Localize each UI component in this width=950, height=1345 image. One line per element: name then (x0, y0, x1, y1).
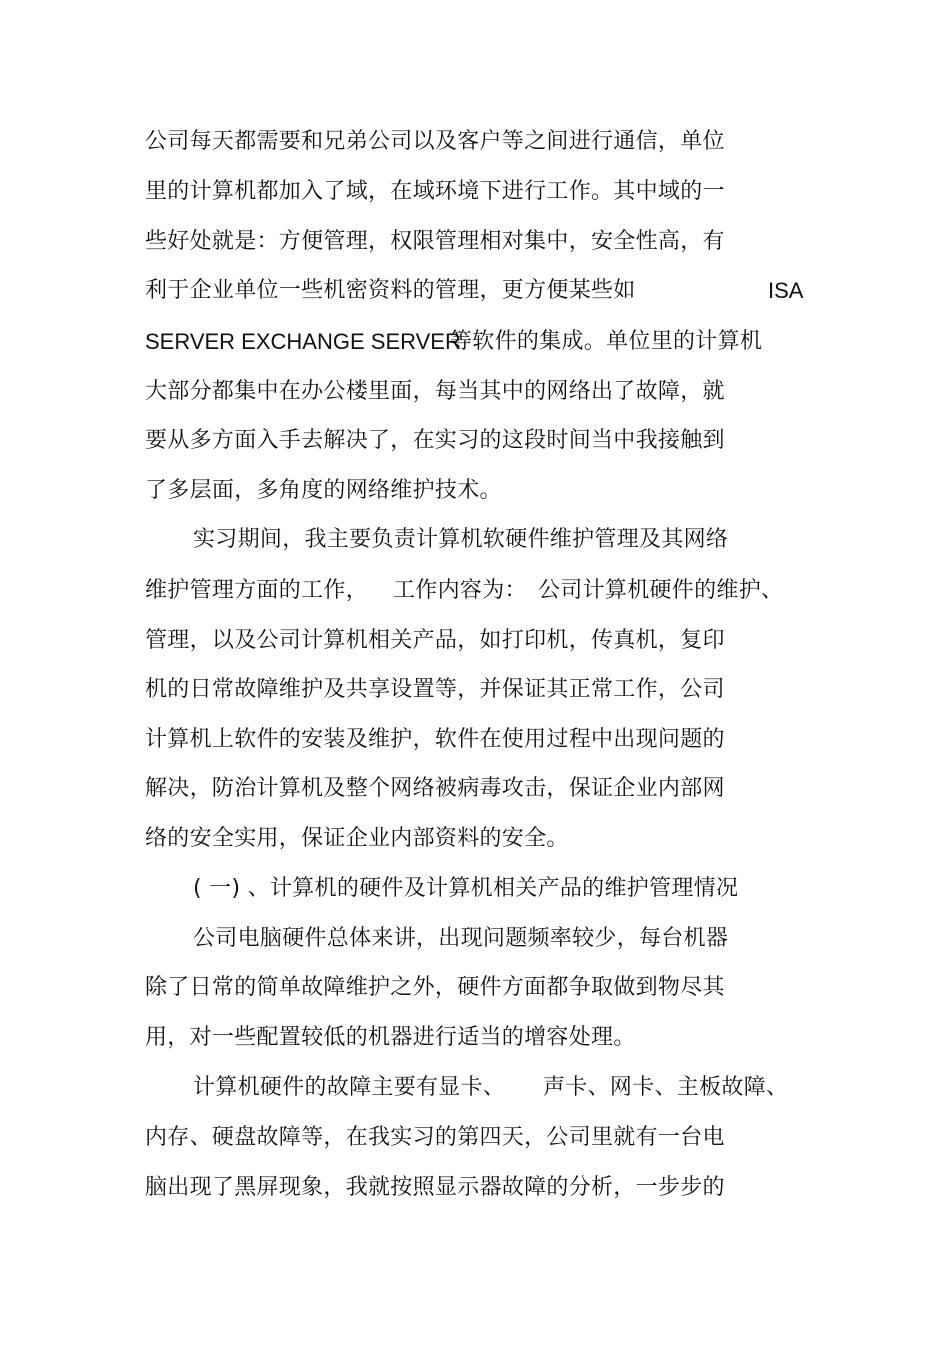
text-segment: 脑出现了黑屏现象，我就按照显示器故障的分析，一步步的 (145, 1175, 725, 1200)
text-line-11 (145, 625, 725, 657)
text-segment: 利于企业单位一些机密资料的管理，更方便某些如 (145, 278, 636, 303)
text-line-16 (193, 923, 728, 955)
text-line-3 (145, 226, 725, 258)
text-line-20 (145, 1122, 725, 1154)
text-segment: 等软件的集成。单位里的计算机 (450, 329, 763, 354)
text-segment: 些好处就是：方便管理，权限管理相对集中，安全性高，有 (145, 229, 725, 254)
text-segment: 工作内容为： (393, 578, 527, 603)
text-line-14 (145, 773, 725, 805)
text-line-7 (145, 425, 725, 457)
text-segment: 络的安全实用，保证企业内部资料的安全。 (145, 826, 569, 851)
text-segment: 维护管理方面的工作， (145, 578, 369, 603)
text-segment: 里的计算机都加入了域，在域环境下进行工作。其中域的一 (145, 179, 725, 204)
text-line-19 (193, 1072, 793, 1104)
text-segment: 计算机硬件的故障主要有显卡、 (193, 1075, 506, 1100)
text-line-18 (145, 1022, 636, 1054)
text-line-15 (145, 823, 569, 855)
text-segment: 机的日常故障维护及共享设置等，并保证其正常工作，公司 (145, 677, 725, 702)
text-segment: 公司电脑硬件总体来讲，出现问题频率较少，每台机器 (193, 926, 729, 951)
text-segment: ( 一) 、计算机的硬件及计算机相关产品的维护管理情况 (193, 876, 739, 901)
text-line-5 (145, 326, 785, 358)
text-line-10 (145, 575, 795, 607)
text-segment: 大部分都集中在办公楼里面，每当其中的网络出了故障，就 (145, 379, 725, 404)
text-line-2 (145, 176, 725, 208)
text-line-6 (145, 376, 725, 408)
text-segment: 实习期间，我主要负责计算机软硬件维护管理及其网络 (193, 527, 729, 552)
text-segment: 管理，以及公司计算机相关产品，如打印机，传真机，复印 (145, 628, 725, 653)
text-line-8 (145, 475, 502, 507)
text-segment-latin: ISA (768, 278, 804, 303)
text-line-9 (193, 524, 728, 556)
text-segment: 解决，防治计算机及整个网络被病毒攻击，保证企业内部网 (145, 776, 725, 801)
text-line-21 (145, 1172, 725, 1204)
text-line-12 (145, 674, 725, 706)
text-line-17 (145, 972, 725, 1004)
text-segment: 用，对一些配置较低的机器进行适当的增容处理。 (145, 1025, 636, 1050)
text-segment: 计算机上软件的安装及维护，软件在使用过程中出现问题的 (145, 727, 725, 752)
text-segment: 内存、硬盘故障等，在我实习的第四天，公司里就有一台电 (145, 1125, 725, 1150)
text-line-4 (145, 275, 825, 307)
section-heading (193, 873, 738, 905)
text-segment: 声卡、网卡、主板故障、 (543, 1075, 789, 1100)
text-segment: 除了日常的简单故障维护之外，硬件方面都争取做到物尽其 (145, 975, 725, 1000)
text-segment: 了多层面，多角度的网络维护技术。 (145, 478, 502, 503)
text-segment: 要从多方面入手去解决了，在实习的这段时间当中我接触到 (145, 428, 725, 453)
text-segment-latin: SERVER EXCHANGE SERVER (145, 329, 461, 354)
text-segment: 公司每天都需要和兄弟公司以及客户等之间进行通信，单位 (145, 129, 725, 154)
text-line-13 (145, 724, 725, 756)
text-line-1 (145, 126, 725, 158)
text-segment: 公司计算机硬件的维护、 (538, 578, 784, 603)
